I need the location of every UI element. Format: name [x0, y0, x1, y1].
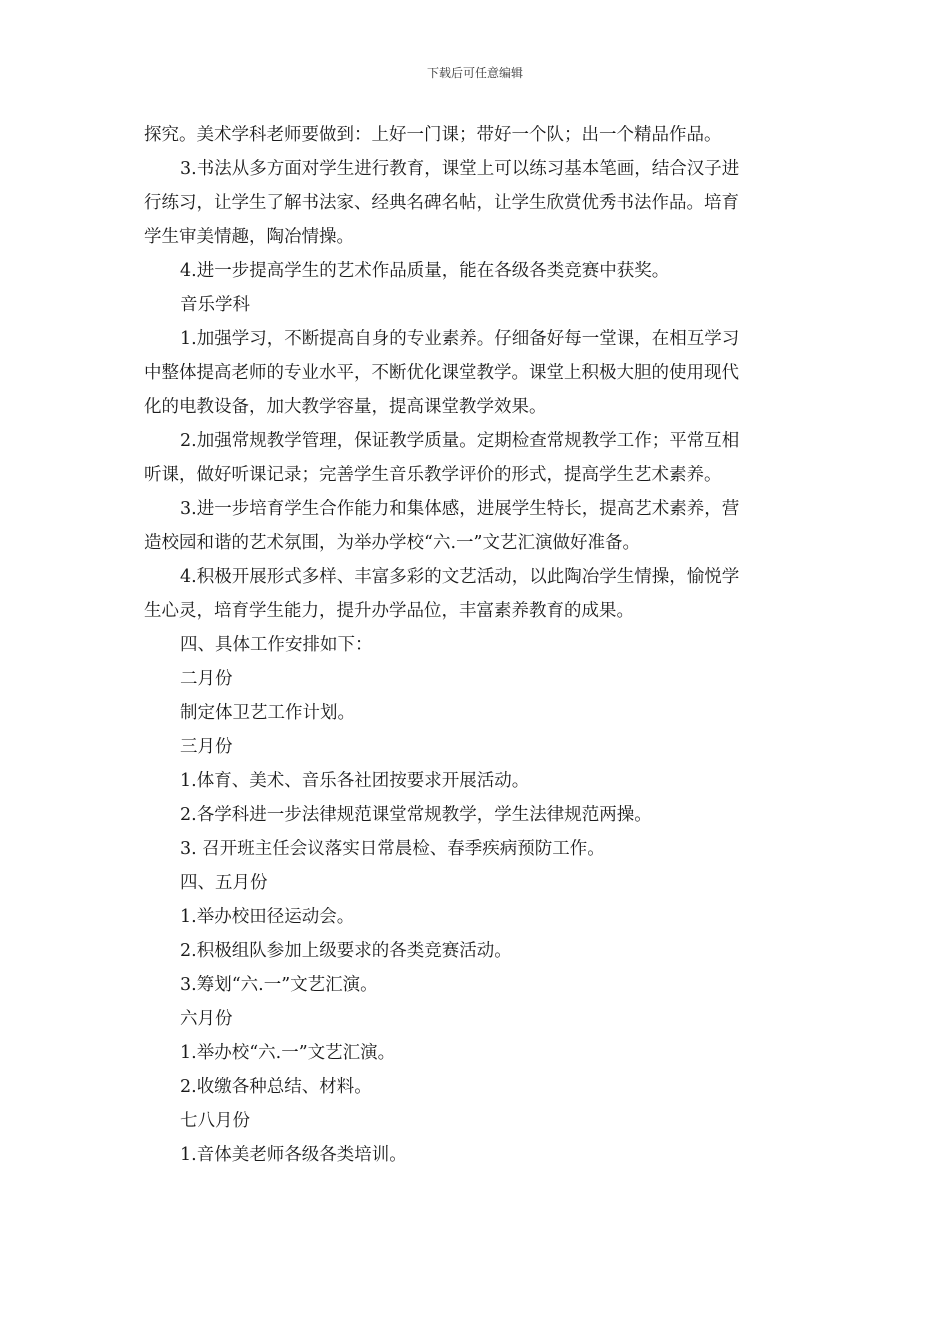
- paragraph-line: 探究。美术学科老师要做到：上好一门课；带好一个队；出一个精品作品。: [144, 125, 722, 145]
- month-heading: 四、五月份: [180, 873, 268, 893]
- list-item: 3. 召开班主任会议落实日常晨检、春季疾病预防工作。: [180, 839, 605, 859]
- paragraph-line: 化的电教设备，加大教学容量，提高课堂教学效果。: [144, 397, 547, 417]
- paragraph-line: 2.加强常规教学管理，保证教学质量。定期检查常规教学工作；平常互相: [180, 431, 740, 451]
- section-heading: 音乐学科: [180, 295, 250, 315]
- month-heading: 七八月份: [180, 1111, 250, 1131]
- paragraph-line: 生心灵，培育学生能力，提升办学品位，丰富素养教育的成果。: [144, 601, 634, 621]
- list-item: 制定体卫艺工作计划。: [180, 703, 355, 723]
- list-item: 1.举办校“六.一”文艺汇演。: [180, 1043, 396, 1063]
- list-item: 3.筹划“六.一”文艺汇演。: [180, 975, 378, 995]
- list-item: 2.积极组队参加上级要求的各类竞赛活动。: [180, 941, 512, 961]
- section-heading: 四、具体工作安排如下：: [180, 635, 373, 655]
- month-heading: 六月份: [180, 1009, 233, 1029]
- list-item: 2.收缴各种总结、材料。: [180, 1077, 372, 1097]
- paragraph-line: 1.加强学习，不断提高自身的专业素养。仔细备好每一堂课，在相互学习: [180, 329, 740, 349]
- page-header: 下载后可任意编辑: [426, 66, 523, 80]
- paragraph-line: 学生审美情趣，陶冶情操。: [144, 227, 354, 247]
- paragraph-line: 3.进一步培育学生合作能力和集体感，进展学生特长，提高艺术素养，营: [180, 499, 740, 519]
- month-heading: 二月份: [180, 669, 233, 689]
- list-item: 1.音体美老师各级各类培训。: [180, 1145, 407, 1165]
- list-item: 1.体育、美术、音乐各社团按要求开展活动。: [180, 771, 530, 791]
- paragraph-line: 行练习，让学生了解书法家、经典名碑名帖，让学生欣赏优秀书法作品。培育: [144, 193, 739, 213]
- paragraph-line: 4.进一步提高学生的艺术作品质量，能在各级各类竞赛中获奖。: [180, 261, 670, 281]
- list-item: 1.举办校田径运动会。: [180, 907, 355, 927]
- paragraph-line: 中整体提高老师的专业水平，不断优化课堂教学。课堂上积极大胆的使用现代: [144, 363, 739, 383]
- list-item: 2.各学科进一步法律规范课堂常规教学，学生法律规范两操。: [180, 805, 652, 825]
- paragraph-line: 3.书法从多方面对学生进行教育，课堂上可以练习基本笔画，结合汉子进: [180, 159, 740, 179]
- paragraph-line: 4.积极开展形式多样、丰富多彩的文艺活动，以此陶冶学生情操，愉悦学: [180, 567, 740, 587]
- paragraph-line: 听课，做好听课记录；完善学生音乐教学评价的形式，提高学生艺术素养。: [144, 465, 722, 485]
- paragraph-line: 造校园和谐的艺术氛围，为举办学校“六.一”文艺汇演做好准备。: [144, 533, 640, 553]
- month-heading: 三月份: [180, 737, 233, 757]
